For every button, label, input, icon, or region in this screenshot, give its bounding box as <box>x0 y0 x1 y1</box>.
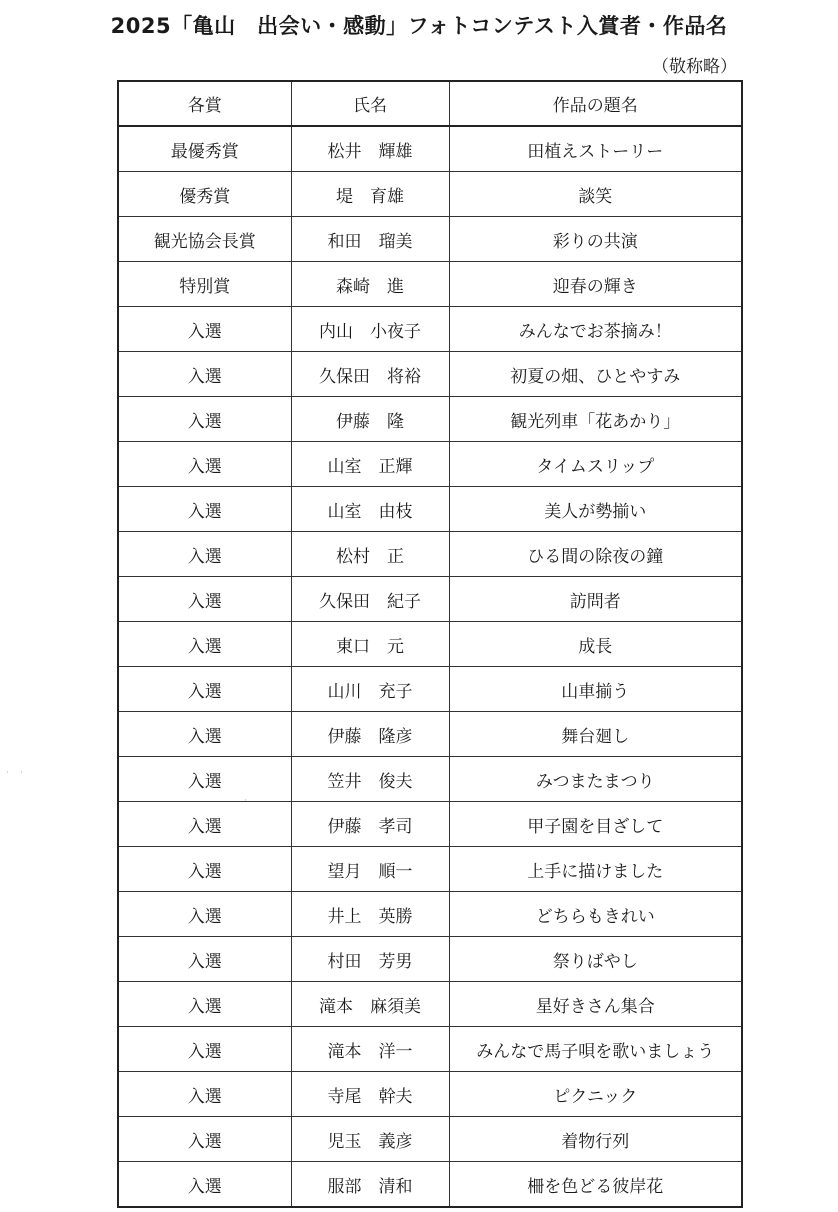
table-row <box>118 217 742 262</box>
table-row <box>118 442 742 487</box>
scan-speck: · <box>6 768 9 778</box>
name-cell: 滝本 麻須美 <box>291 982 449 1027</box>
table-row <box>118 712 742 757</box>
name-cell: 寺尾 幹夫 <box>291 1072 449 1117</box>
work-title-cell: 成長 <box>449 622 742 667</box>
table-row <box>118 802 742 847</box>
name-cell: 松井 輝雄 <box>291 126 449 172</box>
table-row <box>118 622 742 667</box>
award-cell: 入選 <box>118 982 291 1027</box>
work-title-cell: 山車揃う <box>449 667 742 712</box>
table-row <box>118 982 742 1027</box>
award-cell: 入選 <box>118 397 291 442</box>
table-row <box>118 262 742 307</box>
award-cell: 特別賞 <box>118 262 291 307</box>
table-row <box>118 397 742 442</box>
name-cell: 堤 育雄 <box>291 172 449 217</box>
scan-speck: · <box>20 768 23 778</box>
work-title-cell: 田植えストーリー <box>449 126 742 172</box>
work-title-cell: 星好きさん集合 <box>449 982 742 1027</box>
work-title-cell: 着物行列 <box>449 1117 742 1162</box>
work-title-cell: ひる間の除夜の鐘 <box>449 532 742 577</box>
name-cell: 和田 瑠美 <box>291 217 449 262</box>
table-row <box>118 172 742 217</box>
name-cell: 児玉 義彦 <box>291 1117 449 1162</box>
award-cell: 入選 <box>118 487 291 532</box>
award-cell: 入選 <box>118 442 291 487</box>
award-cell: 入選 <box>118 577 291 622</box>
name-cell: 村田 芳男 <box>291 937 449 982</box>
work-title-cell: 観光列車「花あかり」 <box>449 397 742 442</box>
award-cell: 入選 <box>118 1162 291 1208</box>
name-cell: 井上 英勝 <box>291 892 449 937</box>
name-cell: 松村 正 <box>291 532 449 577</box>
work-title-cell: みんなで馬子唄を歌いましょう <box>449 1027 742 1072</box>
name-cell: 笠井 俊夫 <box>291 757 449 802</box>
work-title-cell: 初夏の畑、ひとやすみ <box>449 352 742 397</box>
work-title-cell: みつまたまつり <box>449 757 742 802</box>
name-cell: 望月 順一 <box>291 847 449 892</box>
name-cell: 山室 由枝 <box>291 487 449 532</box>
award-cell: 入選 <box>118 352 291 397</box>
award-cell: 入選 <box>118 1072 291 1117</box>
results-table <box>117 80 743 1208</box>
work-title-cell: みんなでお茶摘み！ <box>449 307 742 352</box>
header-award: 各賞 <box>118 81 291 126</box>
name-cell: 久保田 将裕 <box>291 352 449 397</box>
award-cell: 観光協会長賞 <box>118 217 291 262</box>
name-cell: 伊藤 隆 <box>291 397 449 442</box>
table-row <box>118 126 742 172</box>
award-cell: 入選 <box>118 622 291 667</box>
table-row <box>118 1027 742 1072</box>
work-title-cell: 舞台廻し <box>449 712 742 757</box>
award-cell: 入選 <box>118 937 291 982</box>
name-cell: 森崎 進 <box>291 262 449 307</box>
award-cell: 入選 <box>118 1117 291 1162</box>
table-row <box>118 847 742 892</box>
award-cell: 入選 <box>118 892 291 937</box>
honorific-note: （敬称略） <box>652 57 737 77</box>
name-cell: 東口 元 <box>291 622 449 667</box>
table-row <box>118 532 742 577</box>
award-cell: 入選 <box>118 1027 291 1072</box>
work-title-cell: 彩りの共演 <box>449 217 742 262</box>
table-row <box>118 352 742 397</box>
work-title-cell: 上手に描けました <box>449 847 742 892</box>
name-cell: 伊藤 孝司 <box>291 802 449 847</box>
name-cell: 内山 小夜子 <box>291 307 449 352</box>
award-cell: 入選 <box>118 802 291 847</box>
table-row <box>118 577 742 622</box>
table-row <box>118 307 742 352</box>
table-row <box>118 757 742 802</box>
award-cell: 入選 <box>118 712 291 757</box>
table-row <box>118 1162 742 1208</box>
award-cell: 入選 <box>118 757 291 802</box>
award-cell: 最優秀賞 <box>118 126 291 172</box>
table-row <box>118 667 742 712</box>
award-cell: 入選 <box>118 667 291 712</box>
award-cell: 入選 <box>118 307 291 352</box>
name-cell: 滝本 洋一 <box>291 1027 449 1072</box>
work-title-cell: ピクニック <box>449 1072 742 1117</box>
table-row <box>118 1117 742 1162</box>
work-title-cell: 美人が勢揃い <box>449 487 742 532</box>
name-cell: 山川 充子 <box>291 667 449 712</box>
table-row <box>118 1072 742 1117</box>
table-body <box>118 126 742 1207</box>
name-cell: 山室 正輝 <box>291 442 449 487</box>
work-title-cell: タイムスリップ <box>449 442 742 487</box>
table-header-row <box>118 81 742 126</box>
name-cell: 伊藤 隆彦 <box>291 712 449 757</box>
work-title-cell: 甲子園を目ざして <box>449 802 742 847</box>
name-cell: 服部 清和 <box>291 1162 449 1208</box>
table-row <box>118 487 742 532</box>
award-cell: 入選 <box>118 532 291 577</box>
scan-speck: · <box>244 796 247 806</box>
page-title: 2025「亀山 出会い・感動」フォトコンテスト入賞者・作品名 <box>110 14 728 38</box>
work-title-cell: 祭りばやし <box>449 937 742 982</box>
header-work-title: 作品の題名 <box>449 81 742 126</box>
work-title-cell: 柵を色どる彼岸花 <box>449 1162 742 1208</box>
table-row <box>118 892 742 937</box>
table-row <box>118 937 742 982</box>
award-cell: 入選 <box>118 847 291 892</box>
work-title-cell: どちらもきれい <box>449 892 742 937</box>
work-title-cell: 迎春の輝き <box>449 262 742 307</box>
award-cell: 優秀賞 <box>118 172 291 217</box>
header-name: 氏名 <box>291 81 449 126</box>
work-title-cell: 談笑 <box>449 172 742 217</box>
name-cell: 久保田 紀子 <box>291 577 449 622</box>
work-title-cell: 訪問者 <box>449 577 742 622</box>
